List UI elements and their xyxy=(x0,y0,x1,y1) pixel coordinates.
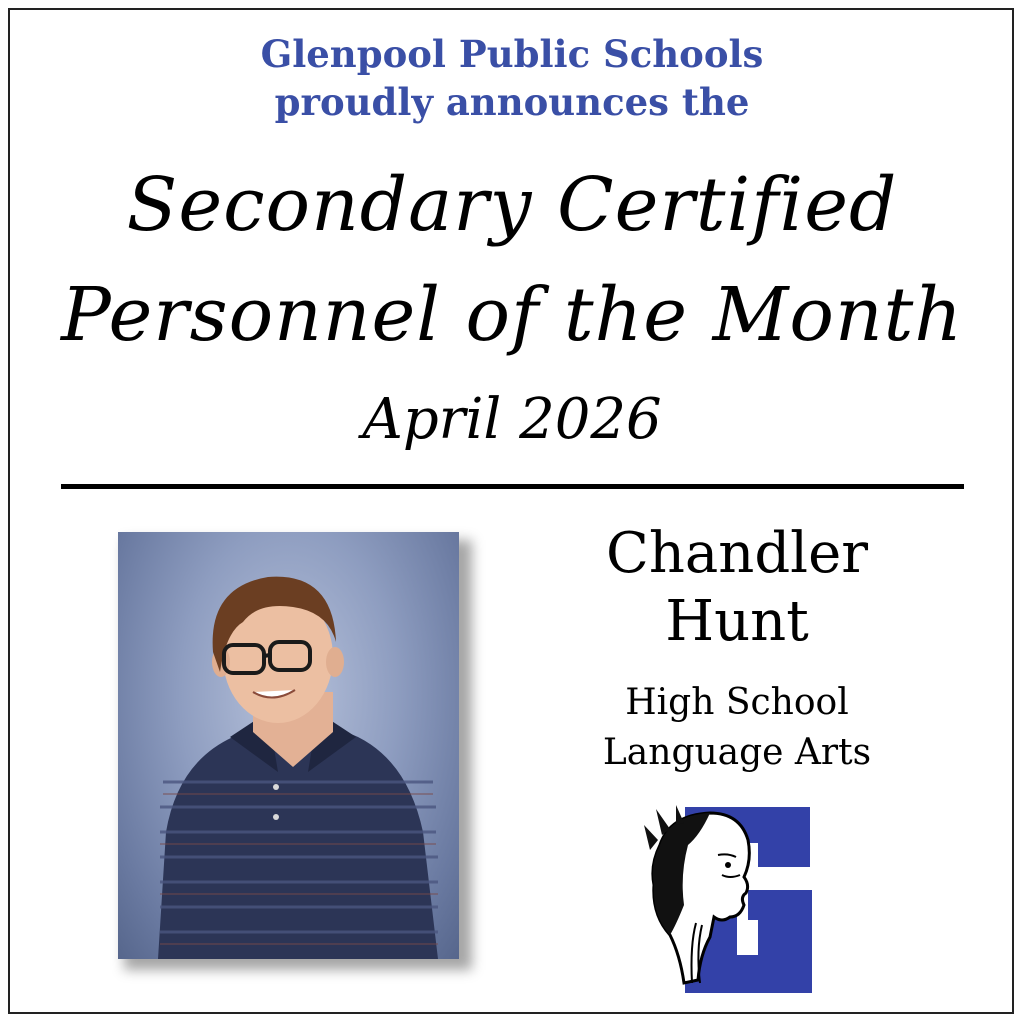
honoree-last-name: Hunt xyxy=(665,589,809,654)
honoree-name xyxy=(560,520,914,656)
school-name: Glenpool Public Schools xyxy=(260,32,764,76)
portrait-illustration xyxy=(118,532,459,959)
honoree-first-name: Chandler xyxy=(605,521,869,586)
portrait-photo xyxy=(118,532,459,959)
divider-line xyxy=(61,484,964,489)
award-title xyxy=(0,150,1024,370)
award-title-line-1: Secondary Certified xyxy=(126,162,898,248)
award-month: April 2026 xyxy=(362,387,662,452)
department-line-1: High School xyxy=(625,682,849,723)
department-line-2: Language Arts xyxy=(602,732,872,773)
award-title-line-2: Personnel of the Month xyxy=(60,272,963,358)
announcement-intro: proudly announces the xyxy=(274,80,750,124)
header-text xyxy=(0,30,1024,126)
school-logo xyxy=(640,805,820,995)
honoree-department xyxy=(560,678,914,778)
g-warrior-logo-icon xyxy=(640,805,820,995)
